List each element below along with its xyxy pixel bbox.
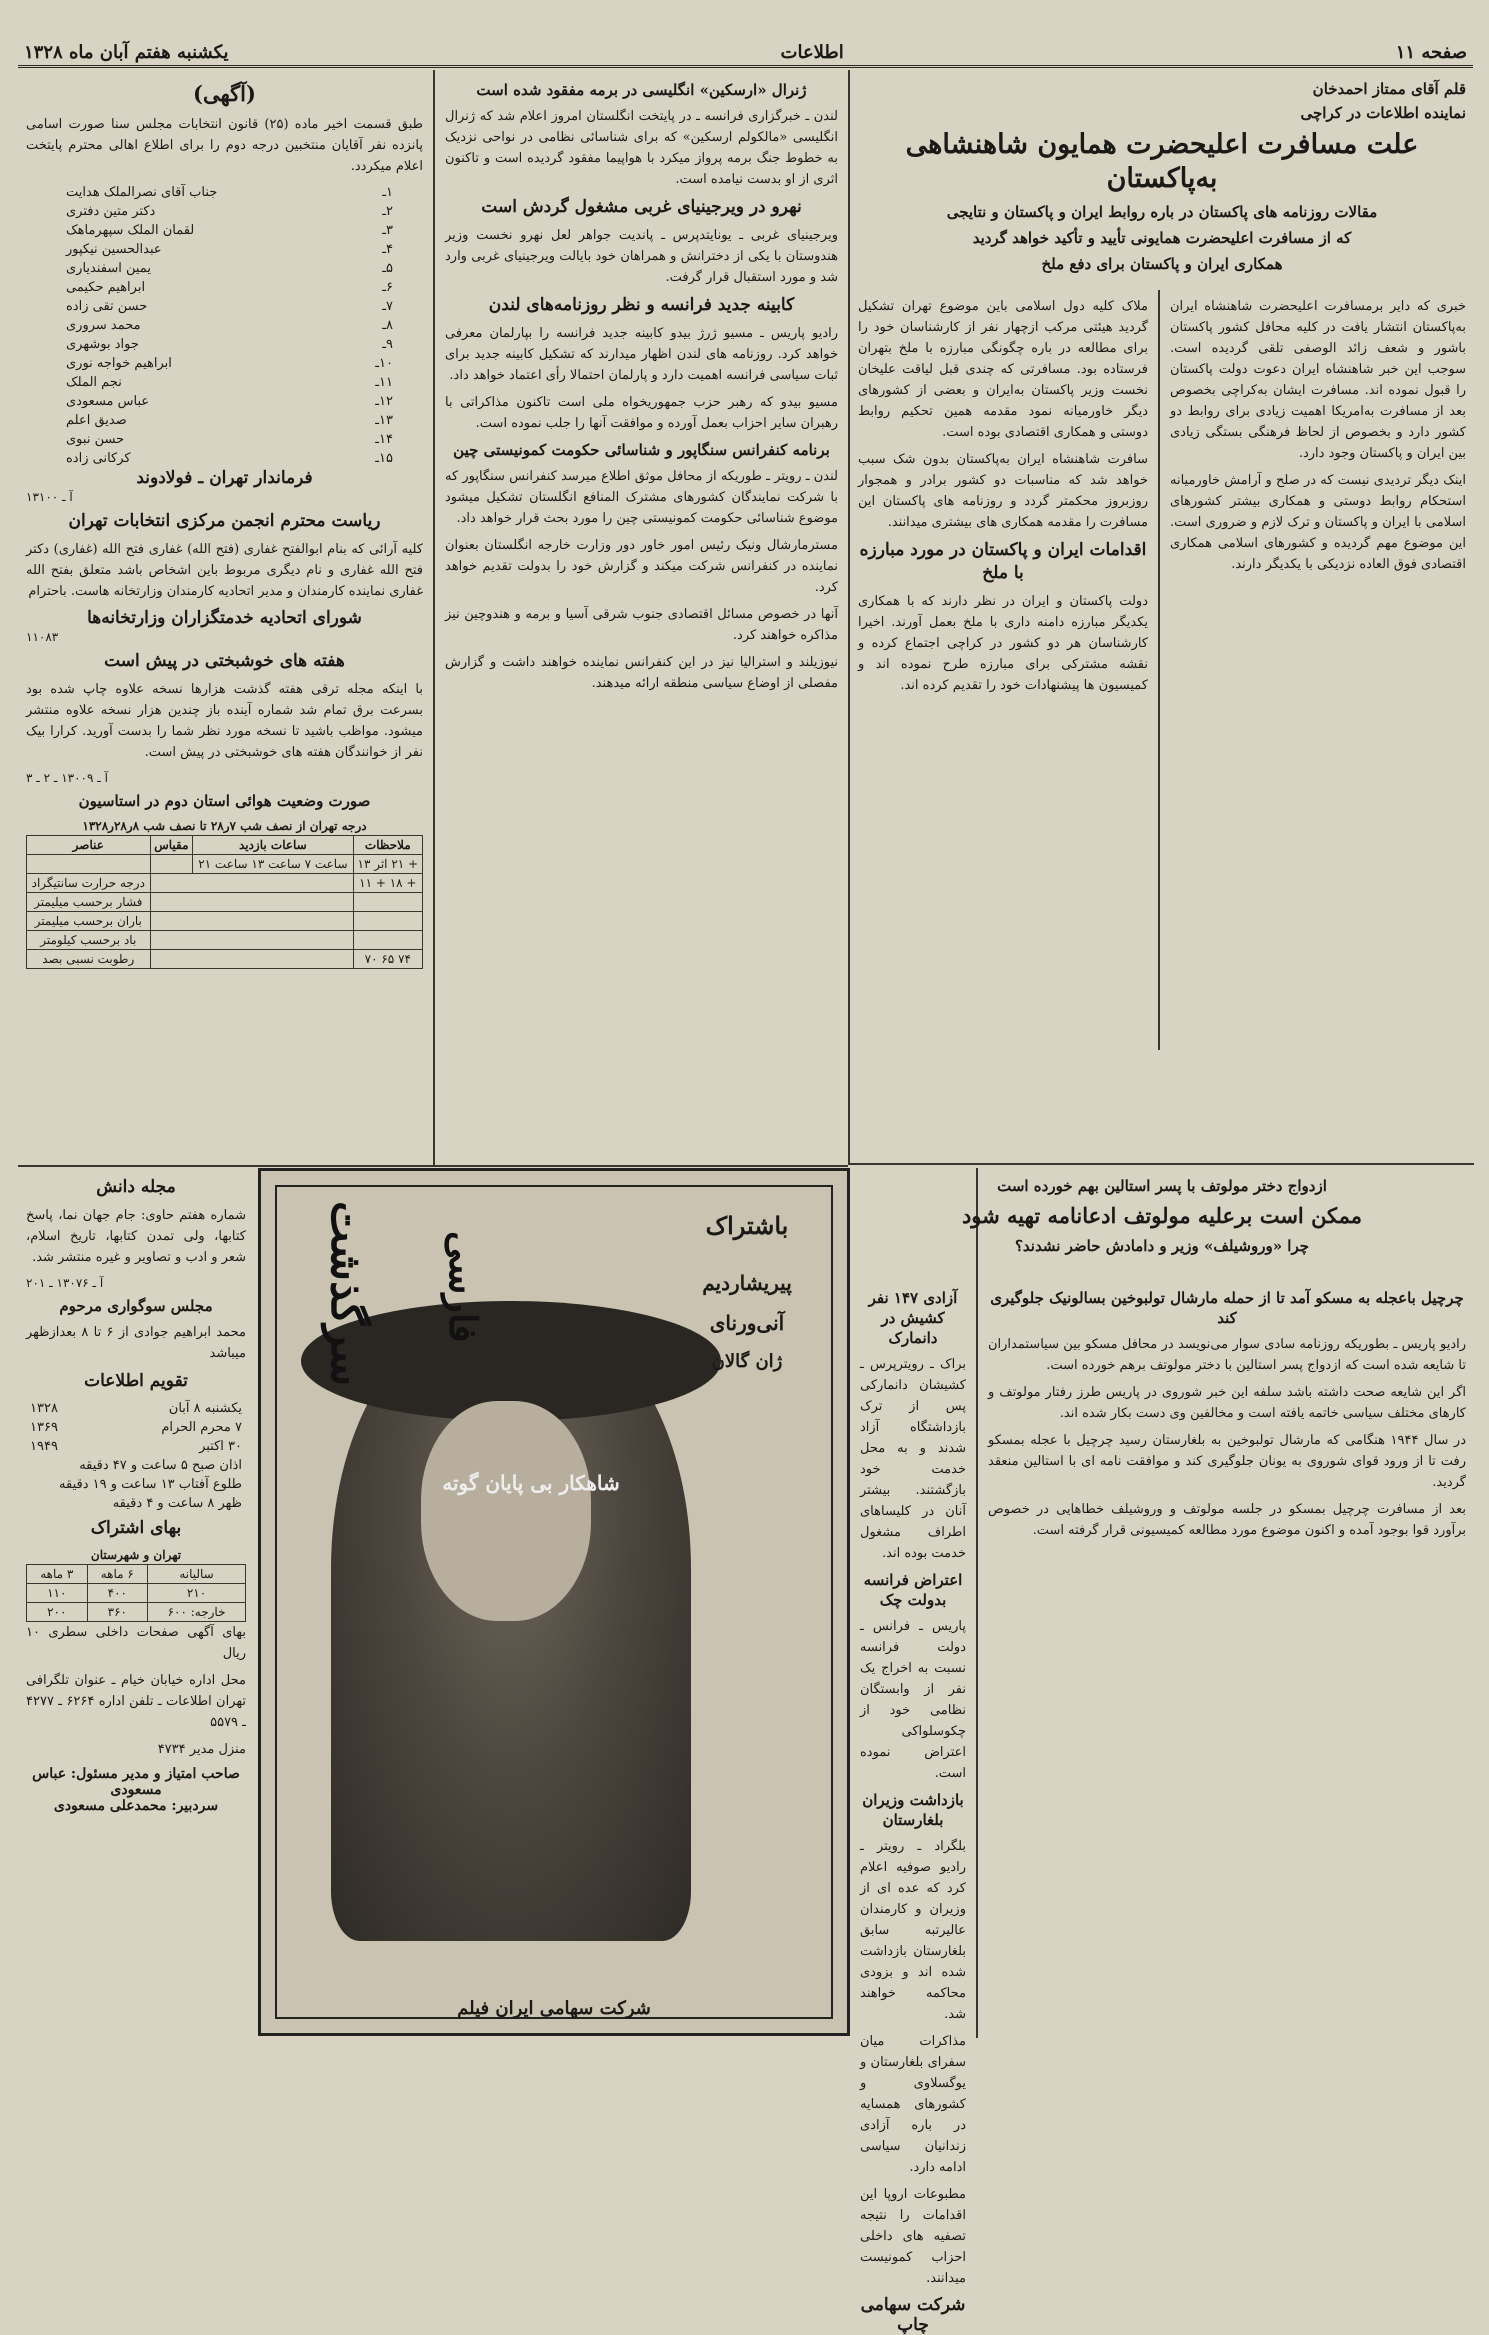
paragraph: مطبوعات اروپا این اقدامات را نتیجه تصفیه های داخلی احزاب کمونیست میدانند. [860, 2187, 966, 2286]
notice-title: (آگهی) [193, 81, 256, 106]
elector-name: عبدالحسین نیکپور [66, 242, 162, 257]
page-number: صفحه ۱۱ [1395, 42, 1467, 63]
paragraph: سافرت شاهنشاه ایران به‌پاکستان بدون شک سبب خواهد شد که مناسبات دو کشور برادر و همجوار روزبروز محکمتر گردد و روزنامه های پاکستان این مسافرت را مقدمه همکاری های بیشتری میدانند. [858, 452, 1148, 530]
elector-name: حسن تقی زاده [66, 299, 148, 314]
elector-row [26, 335, 423, 354]
weather-empty [150, 950, 353, 969]
paragraph: مذاکرات میان سفرای بلغارستان و یوگسلاوی و کشورهای همسایه در باره آزادی زندانیان سیاسی ادامه دارد. [860, 2034, 966, 2175]
center-column [437, 72, 846, 1162]
ad-big-title: فارسی [441, 1231, 486, 1343]
face-illustration [421, 1401, 591, 1621]
subscription-cell: ۴۰۰ [87, 1584, 148, 1603]
elector-number: ۱۴ـ [375, 432, 393, 447]
calendar-label: طلوع آفتاب ۱۳ ساعت و ۱۹ دقیقه [59, 1477, 242, 1492]
elector-row [26, 411, 423, 430]
ad-star: ژان گالان [711, 1351, 783, 1372]
section-rule [18, 1165, 848, 1167]
owner-signature: صاحب امتیاز و مدیر مسئول: عباس مسعودی [32, 1766, 240, 1798]
elector-name: یمین اسفندیاری [66, 261, 151, 276]
subscription-note: بهای آگهی صفحات داخلی سطری ۱۰ ریال [26, 1625, 246, 1661]
calendar-row [26, 1399, 246, 1418]
paragraph: اینک دیگر تردیدی نیست که در صلح و آرامش خاورمیانه استحکام روابط دوستی و همکاری بیشتر کشورهای اسلامی با ایران و پاکستان و ترک لازم و ضروری است. این موضوع مهم گردیده و کشورهای اسلامی همکاری اقتصادی فوق العاده نزدیکی با یکدیگر دارند. [1170, 473, 1466, 572]
calendar-value: ۱۹۴۹ [30, 1439, 58, 1454]
elector-name: کرکانی زاده [66, 451, 131, 466]
elector-number: ۱۲ـ [375, 394, 393, 409]
paragraph: لندن ـ خبرگزاری فرانسه ـ در پایتخت انگلستان امروز اعلام شد که ژنرال انگلیسی «مالکولم ارسکین» که برای شناسائی نظامی در نواحی نزدیک به خطوط جنگ برمه پرواز میکرد با هواپیما مفقود گردیده است و تاکنون اثری از او بدست نیامده است. [445, 109, 838, 187]
subheadline: همکاری ایران و پاکستان برای دفع ملخ [1041, 255, 1283, 273]
headline: ژنرال «ارسکین» انگلیسی در برمه مفقود شده است [476, 81, 807, 99]
subheadline: چرچیل باعجله به مسکو آمد تا از حمله مارشال تولبوخین بسالونیک جلوگیری کند [990, 1289, 1464, 1327]
paragraph: رادیو پاریس ـ بطوریکه روزنامه سادی سوار می‌نویسد در محافل مسکو بین سیاستمداران تا شایعه شده است که ازدواج پسر استالین با دختر مولوتف برهم خورده است. [988, 1337, 1466, 1373]
paragraph: مسترمارشال ونیک رئیس امور خاور دور وزارت خارجه انگلستان بعنوان نماینده در کنفرانس شرکت میکند و گزارش خود را بدولت تقدیم خواهد کرد. [445, 538, 838, 595]
subscription-cell: ۳ ماهه [27, 1565, 88, 1584]
elector-name: جناب آقای نصرالملک هدایت [66, 185, 218, 200]
calendar-label: اذان صبح ۵ ساعت و ۴۷ دقیقه [79, 1458, 242, 1473]
subscription-cell: خارجه: ۶۰۰ [148, 1603, 246, 1622]
elector-name: لقمان الملک سپهرماهک [66, 223, 195, 238]
ad-top-text: باشتراک [705, 1211, 789, 1240]
subscription-row [27, 1603, 246, 1622]
weather-values [353, 912, 422, 931]
weather-row [27, 950, 423, 969]
calendar-list [26, 1399, 246, 1513]
subheadline: مقالات روزنامه های پاکستان در باره روابط ایران و پاکستان و نتایجی [946, 203, 1378, 221]
pakistan-col-right [1162, 292, 1474, 1152]
headline: مجلس سوگواری مرحوم [59, 1297, 213, 1315]
ad-code: ۱۱۰۸۳ [26, 630, 59, 644]
elector-number: ۶ـ [382, 280, 393, 295]
editor-signature: سردبیر: محمدعلی مسعودی [53, 1798, 219, 1814]
elector-name: عباس مسعودی [66, 394, 150, 409]
paragraph: نیوزیلند و استرالیا نیز در این کنفرانس نماینده خواهند داشت و گزارش مفصلی از اوضاع سیاسی منطقه ارائه میدهند. [445, 655, 838, 691]
headline: برنامه کنفرانس سنگاپور و شناسائی حکومت کمونیستی چین [453, 441, 830, 459]
paragraph: مسیو بیدو که رهبر حزب جمهوریخواه ملی است تاکنون مذاکراتی با رهبران سایر احزاب بعمل آورده و موافقت آنها را جلب نموده است. [445, 395, 838, 431]
left-lower-column [18, 1168, 254, 2038]
paragraph: لندن ـ رویتر ـ طوریکه از محافل موثق اطلاع میرسد کنفرانس سنگاپور که با شرکت نمایندگان کشورهای مشترک المنافع انگلستان تشکیل میشود موضوع شناسائی حکومت کمونیستی چین را مورد بحث قرار خواهد داد. [445, 469, 838, 526]
subscription-row [27, 1565, 246, 1584]
left-column [18, 72, 431, 1162]
column-rule [976, 1168, 978, 2038]
signature: شورای اتحادیه خدمتگزاران وزارتخانه‌ها [87, 608, 362, 628]
paper-name: اطلاعات [780, 42, 844, 63]
headline: ریاست محترم انجمن مرکزی انتخابات تهران [68, 511, 381, 531]
paragraph: پاریس ـ فرانس ـ دولت فرانسه نسبت به اخراج یک نفر از وابستگان نظامی خود از چکوسلواکی اعتراض نموده است. [860, 1619, 966, 1781]
weather-empty [150, 874, 353, 893]
names-list [26, 183, 423, 468]
weather-header: مقیاس [150, 836, 193, 855]
elector-number: ۹ـ [382, 337, 393, 352]
ad-footer: شرکت سهامی ایران فیلم [457, 1998, 651, 2019]
weather-row [27, 931, 423, 950]
ad-code: آ ـ ۱۳۰۷۶ ـ ۲۰۱ [26, 1276, 104, 1290]
paragraph: محمد ابراهیم جوادی از ۶ تا ۸ بعدازظهر میباشد [26, 1325, 247, 1361]
weather-subtitle: درجه‌ تهران از نصف شب ۷ر۲۸ تا نصف شب ۸ر۲۸ر۱۳۲۸ [82, 819, 367, 833]
calendar-row [26, 1418, 246, 1437]
weather-hours: ساعت ۷ ساعت ۱۳ ساعت ۲۱ [193, 855, 353, 874]
elector-row [26, 392, 423, 411]
headline: کابینه جدید فرانسه و نظر روزنامه‌های لندن [488, 295, 795, 315]
ad-big-title: سرگذشت [321, 1201, 372, 1387]
elector-number: ۸ـ [382, 318, 393, 333]
elector-number: ۱۱ـ [375, 375, 393, 390]
paragraph: با اینکه مجله ترقی هفته گذشت هزارها نسخه علاوه چاپ شده بود بسرعت برق تمام شد شماره آینده باز چندین هزار نسخه علاوه منتشر میشود. مواظب باشید تا نسخه مورد نظر شما را بدست آورید. کرارا بیک نفر از خوانندگان هفته های خوشبختی در پیش است. [26, 682, 423, 760]
ad-code: آ ـ ۱۳۱۰۰ [26, 490, 73, 504]
elector-number: ۱۳ـ [375, 413, 393, 428]
subscription-table [26, 1564, 246, 1622]
subscription-cell: ۱۱۰ [27, 1584, 88, 1603]
elector-number: ۱ـ [382, 185, 393, 200]
elector-row [26, 183, 423, 202]
elector-name: حسن نبوی [66, 432, 125, 447]
headline: ممکن است برعلیه مولوتف ادعانامه تهیه شود [961, 1203, 1363, 1228]
subheadline: که از مسافرت اعلیحضرت همایونی تأیید و تأکید خواهد گردید [972, 229, 1352, 247]
film-advertisement [258, 1168, 850, 2036]
elector-name: صدیق اعلم [66, 413, 127, 428]
headline: اعتراض فرانسه بدولت چک [863, 1571, 963, 1609]
weather-header: ساعات بازدید [193, 836, 353, 855]
elector-row [26, 449, 423, 468]
calendar-label: یکشنبه ۸ آبان [168, 1401, 242, 1416]
subheadline: چرا «وروشیلف» وزیر و دامادش حاضر نشدند؟ [1014, 1237, 1310, 1255]
headline: نهرو در ویرجینیای غربی مشغول گردش است [481, 197, 802, 217]
subscription-cell: سالیانه [148, 1565, 246, 1584]
weather-values [353, 931, 422, 950]
elector-number: ۱۰ـ [375, 356, 393, 371]
phone: منزل مدیر ۴۷۳۴ [157, 1742, 246, 1757]
ad-code: آ ـ ۱۳۰۰۹ ـ ۲ ـ ۳ [26, 771, 108, 785]
elector-row [26, 354, 423, 373]
elector-row [26, 373, 423, 392]
weather-row [27, 912, 423, 931]
headline: علت مسافرت اعلیحضرت همایون شاهنشاهی به‌پاکستان [905, 129, 1419, 194]
pakistan-col-left [850, 292, 1156, 1152]
weather-row [27, 893, 423, 912]
elector-number: ۷ـ [382, 299, 393, 314]
elector-row [26, 221, 423, 240]
weather-element: رطوبت نسبی بصد [27, 950, 151, 969]
subscription-cell: ۶ ماهه [87, 1565, 148, 1584]
paragraph: ملاک کلیه دول اسلامی باین موضوع تهران تشکیل گردید هیئتی مرکب ازچهار نفر از کارشناسان خود را برای مطالعه در باره چگونگی مبارزه با ملخ بتهران فرستاده بود. مسافرتی که چندی قبل لیاقت علیخان نخست وزیر پاکستان به‌ایران و بعضی از کشورهای دیگر خاورمیانه نمود مقدمه همین تحکیم روابط دوستی و همکاری اقتصادی بوده است. [858, 299, 1148, 440]
paragraph: دولت پاکستان و ایران در نظر دارند که با همکاری یکدیگر مبارزه دامنه داری با ملخ بعمل آورند. اخیرا کارشناسان هر دو کشور در کراچی اجتماع کرده و نقشه مشترکی برای مبارزه طرح نموده اند و کمیسیون ها پیشنهادات خود را تقدیم کرده اند. [858, 594, 1148, 693]
paragraph: بعد از مسافرت چرچیل بمسکو در جلسه مولوتف و وروشیلف خطاهایی در خصوص برآورد قوا بوجود آمده و اکنون موضوع مورد مطالعه کمیسیونی قرار گرفته است. [988, 1502, 1466, 1538]
headline: بازداشت وزیران بلغارستان [862, 1791, 964, 1829]
elector-number: ۲ـ [382, 204, 393, 219]
kicker: ازدواج دختر مولوتف با پسر استالین بهم خورده است [997, 1177, 1327, 1195]
masthead [18, 40, 1473, 68]
ad-star: پیریشاردیم [702, 1271, 792, 1295]
weather-element: باد برحسب کیلومتر [27, 931, 151, 950]
column-rule [433, 70, 435, 1165]
paragraph: ویرجینیای غربی ـ یونایتدپرس ـ پاندیت جواهر لعل نهرو نخست وزیر هندوستان با یکی از دخترانش و همراهان خود بایالت ویرجینیای غربی وارد شد و مورد استقبال قرار گرفت. [445, 228, 838, 285]
headline: آزادی ۱۴۷ نفر کشیش در دانمارک [868, 1289, 958, 1347]
elector-name: محمد سروری [66, 318, 141, 333]
weather-header: ملاحظات [353, 836, 422, 855]
issue-date: یکشنبه هفتم آبان ماه ۱۳۲۸ [24, 42, 229, 63]
column-rule [1158, 290, 1160, 1050]
calendar-row [26, 1437, 246, 1456]
calendar-label: ظهر ۸ ساعت و ۴ دقیقه [112, 1496, 242, 1511]
paragraph: اگر این شایعه صحت داشته باشد سلفه این خبر شوروی در پاریس طرز رفتار مولوتف و کارهای مختلف سیاسی خاتمه یافته است و مخالفین وی دست بکار شده اند. [988, 1385, 1466, 1421]
calendar-value: ۱۳۶۹ [30, 1420, 58, 1435]
paragraph: رادیو پاریس ـ مسیو ژرژ بیدو کابینه جدید فرانسه را بپارلمان معرفی خواهد کرد. روزنامه های لندن اظهار میدارند که تشکیل کابینه جدید برای ثبات سیاسی فرانسه اهمیت دارد و پارلمان احتمالا رأی اعتماد خواهد داد. [445, 326, 838, 383]
paragraph: بلگراد ـ رویتر ـ رادیو صوفیه اعلام کرد که عده ای از وزیران و کارمندان عالیرتبه سابق بلغارستان بازداشت شده اند و بزودی محاکمه خواهند شد. [860, 1839, 966, 2022]
headline: هفته های خوشبختی در پیش است [104, 651, 345, 671]
subscription-cell: ۲۰۰ [27, 1603, 88, 1622]
ad-star: آنی‌ورنای [709, 1311, 785, 1335]
calendar-title: تقویم اطلاعات [84, 1371, 188, 1391]
weather-element: درجه حرارت سانتیگراد [27, 874, 151, 893]
elector-row [26, 202, 423, 221]
lower-center-column [852, 1280, 974, 2335]
weather-header: عناصر [27, 836, 151, 855]
paragraph: براک ـ رویترپرس ـ کشیشان دانمارکی پس از ترک بازداشتگاه آزاد شدند و به محل خدمت خود بازگشتند. بیشتر آنان در کلیساهای اطراف مشغول خدمت بوده اند. [860, 1357, 966, 1561]
paragraph: در سال ۱۹۴۴ هنگامی که مارشال تولبوخین به بلغارستان رسید چرچیل با عجله بمسکو رفت تا از ورود قوای شوروی به یونان جلوگیری کند و موافقت نامه ای با استالین منعقد گردید. [988, 1433, 1466, 1490]
weather-element: باران برحسب میلیمتر [27, 912, 151, 931]
weather-values [353, 893, 422, 912]
governor-signature: فرماندار تهران ـ فولادوند [136, 468, 313, 488]
weather-empty [150, 893, 353, 912]
elector-name: جواد بوشهری [66, 337, 139, 352]
weather-table [26, 835, 423, 969]
elector-row [26, 316, 423, 335]
elector-name: دکتر متین دفتری [66, 204, 156, 219]
weather-title: صورت وضعیت هوائی استان دوم در استاسیون [78, 792, 371, 810]
paragraph: شماره هفتم حاوی: جام جهان نما، پاسخ کتابها، ولی تمدن کتابها، تاریخ اسلام، شعر و ادب و تصاویر و غیره منتشر شد. [26, 1208, 246, 1265]
elector-number: ۴ـ [382, 242, 393, 257]
paragraph: آنها در خصوص مسائل اقتصادی جنوب شرقی آسیا و برمه و هندوچین نیز مذاکره خواهند کرد. [445, 607, 838, 643]
subscription-title: بهای اشتراک [90, 1518, 182, 1538]
subscription-cell: ۲۱۰ [148, 1584, 246, 1603]
elector-row [26, 240, 423, 259]
elector-row [26, 259, 423, 278]
elector-name: ابراهیم حکیمی [66, 280, 146, 295]
weather-empty [150, 931, 353, 950]
byline: قلم آقای ممتاز احمدخان [1312, 80, 1466, 98]
subscription-subtitle: تهران و شهرستان [90, 1548, 182, 1562]
printer-credit: شرکت سهامی چاپ [860, 2295, 966, 2335]
paragraph: خبری که دایر برمسافرت اعلیحضرت شاهنشاه ایران به‌پاکستان انتشار یافت در کلیه محافل کشور پاکستان باشور و شعف زائد الوصفی تلقی گردیده است. سوجب این خبر شاهنشاه ایران دعوت دولت پاکستان را قبول نموده اند. مسافرت ایشان به‌کراچی بخصوص بعد از مسافرت به‌امریکا اهمیت زیادی برای روابط دو کشور دارد و بخصوص از لحاظ فرهنگی بستگی زیادی بین ایران و پاکستان وجود دارد. [1170, 299, 1466, 461]
subheadline: اقدامات ایران و پاکستان در مورد مبارزه با ملخ [859, 540, 1147, 583]
ad-film-name: شاهکار بی پایان گوته [442, 1471, 620, 1495]
weather-empty [150, 912, 353, 931]
elector-row [26, 278, 423, 297]
subscription-row [27, 1584, 246, 1603]
paragraph: کلیه آرائی که بنام ابوالفتح غفاری (فتح الله) غفاری فتح الله (غفاری) دکتر فتح الله غفاری و نام دیگری مربوط باین اشخاص باشد متعلق بفتح الله غفاری نماینده کارمندان و مدیر اتحادیه کارمندان وزارتخانه هاست. باحترام [26, 542, 423, 599]
elector-number: ۳ـ [382, 223, 393, 238]
weather-element: فشار برحسب میلیمتر [27, 893, 151, 912]
calendar-value: ۱۳۲۸ [30, 1401, 58, 1416]
byline-role: نماینده اطلاعات در کراچی [1300, 104, 1466, 122]
weather-values: ۷۴ ۶۵ ۷۰ [353, 950, 422, 969]
elector-number: ۵ـ [382, 261, 393, 276]
calendar-row [26, 1494, 246, 1513]
weather-row [27, 874, 423, 893]
headline: مجله دانش [96, 1177, 176, 1197]
notice-intro: طبق قسمت اخیر ماده (۲۵) قانون انتخابات مجلس سنا صورت اسامی پانزده نفر آقایان منتخبین درجه دوم را برای اطلاع اهالی محترم پایتخت اعلام میکردد. [26, 117, 423, 174]
calendar-row [26, 1456, 246, 1475]
elector-name: ابراهیم خواجه نوری [66, 356, 172, 371]
marriage-body [980, 1280, 1474, 2040]
address: محل اداره خیابان خیام ـ عنوان تلگرافی تهران اطلاعات ـ تلفن اداره ۶۲۶۴ ـ ۴۲۷۷ ـ ۵۵۷۹ [26, 1673, 246, 1730]
elector-name: نجم الملک [66, 375, 122, 390]
weather-note: + ۲۱ اثر ۱۳ [353, 855, 422, 874]
calendar-label: ۷ محرم الحرام [161, 1420, 242, 1435]
calendar-row [26, 1475, 246, 1494]
subscription-cell: ۳۶۰ [87, 1603, 148, 1622]
weather-values: + ۱۸ + ۱۱ [353, 874, 422, 893]
marriage-article-head [850, 1168, 1474, 1278]
elector-row [26, 297, 423, 316]
elector-number: ۱۵ـ [375, 451, 393, 466]
calendar-label: ۳۰ اکتبر [199, 1439, 242, 1454]
section-rule [850, 1163, 1474, 1165]
elector-row [26, 430, 423, 449]
pakistan-article-head [850, 72, 1474, 290]
